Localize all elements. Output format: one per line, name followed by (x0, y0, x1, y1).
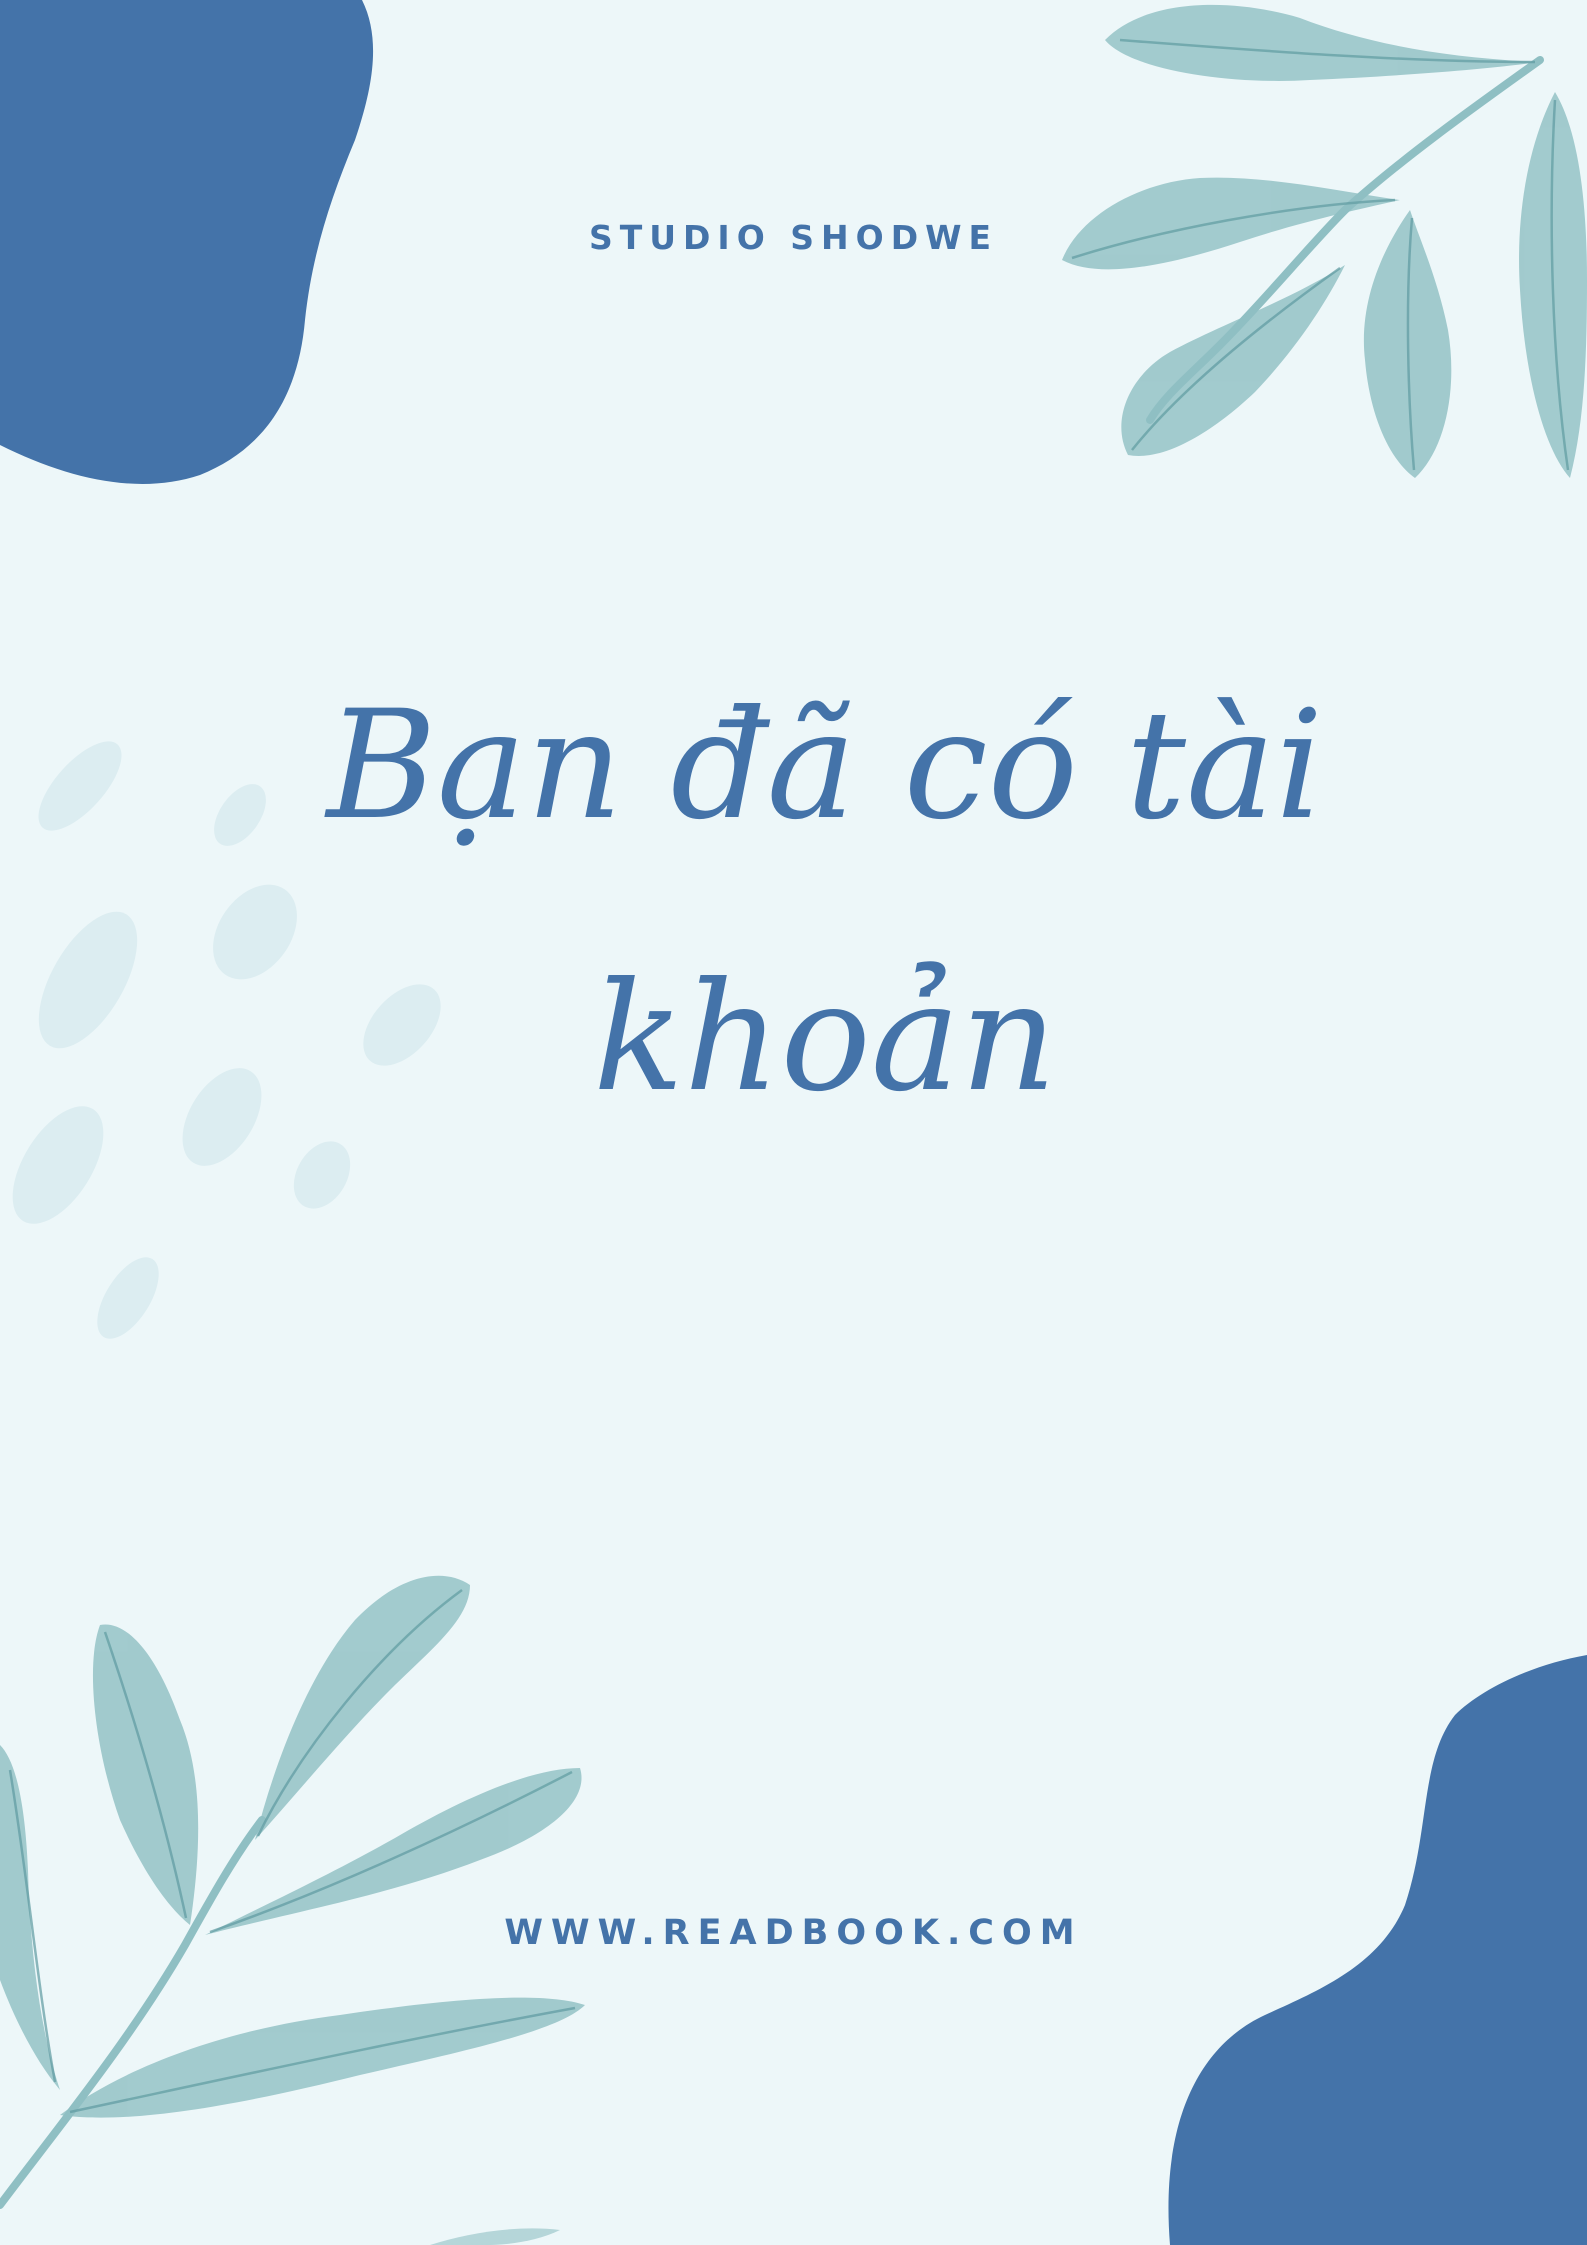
page-title: Bạn đã có tài khoản (326, 679, 1324, 1125)
website-url: WWW.READBOOK.COM (504, 1913, 1083, 1953)
leaf-tip (430, 2228, 560, 2245)
studio-name: STUDIO SHODWE (588, 218, 999, 257)
leaf-branch-icon (0, 1576, 585, 2205)
